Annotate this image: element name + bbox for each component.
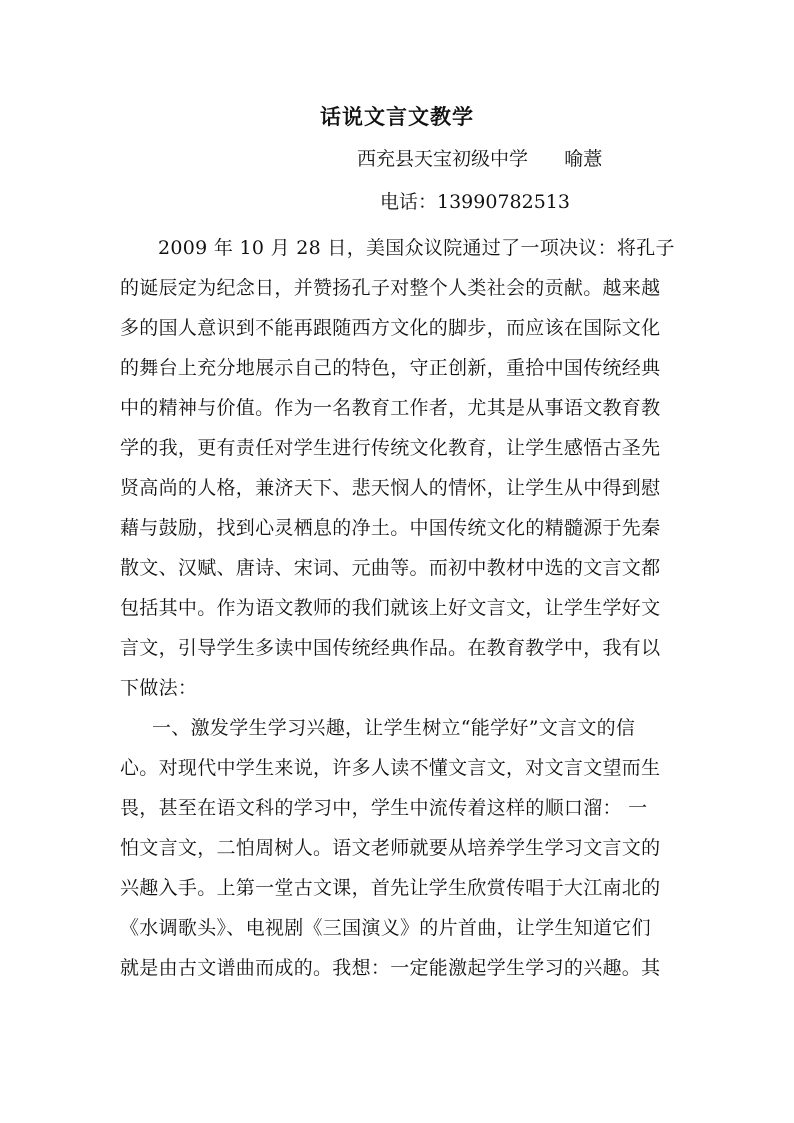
paragraph-line: 多的国人意识到不能再跟随西方文化的脚步，而应该在国际文化	[120, 317, 661, 339]
paragraph-line: 学的我，更有责任对学生进行传统文化教育，让学生感悟古圣先	[120, 437, 661, 459]
paragraph-line: 一、激发学生学习兴趣，让学生树立“能学好”文言文的信	[152, 717, 636, 739]
paragraph-line: 藉与鼓励，找到心灵栖息的净土。中国传统文化的精髓源于先秦	[120, 517, 661, 539]
paragraph-line: 心。对现代中学生来说，许多人读不懂文言文，对文言文望而生	[120, 757, 661, 779]
document-body	[120, 228, 680, 988]
paragraph-line: 兴趣入手。上第一堂古文课，首先让学生欣赏传唱于大江南北的	[120, 877, 661, 899]
paragraph-line: 包括其中。作为语文教师的我们就该上好文言文，让学生学好文	[120, 597, 661, 619]
paragraph-line: 贤高尚的人格，兼济天下、悲天悯人的情怀，让学生从中得到慰	[120, 477, 661, 499]
paragraph-line: 的诞辰定为纪念日，并赞扬孔子对整个人类社会的贡献。越来越	[120, 277, 661, 299]
paragraph-line: 怕文言文，二怕周树人。语文老师就要从培养学生学习文言文的	[120, 837, 661, 859]
paragraph-line: 中的精神与价值。作为一名教育工作者，尤其是从事语文教育教	[120, 397, 661, 419]
paragraph-line: 2009 年 10 月 28 日，美国众议院通过了一项决议：将孔子	[158, 237, 675, 259]
paragraph-line: 下做法：	[120, 677, 198, 699]
paragraph-line: 的舞台上充分地展示自己的特色，守正创新，重拾中国传统经典	[120, 357, 661, 379]
paragraph-line: 言文，引导学生多读中国传统经典作品。在教育教学中，我有以	[120, 637, 661, 659]
phone-line: 电话：13990782513	[380, 191, 570, 213]
document-title: 话说文言文教学	[320, 104, 474, 129]
author-line: 西充县天宝初级中学 喻薏	[357, 148, 603, 170]
paragraph-line: 畏，甚至在语文科的学习中，学生中流传着这样的顺口溜： 一	[120, 797, 648, 819]
paragraph-line: 就是由古文谱曲而成的。我想：一定能激起学生学习的兴趣。其	[120, 957, 661, 979]
paragraph-line: 《水调歌头》、电视剧《三国演义》的片首曲，让学生知道它们	[120, 917, 651, 939]
paragraph-line: 散文、汉赋、唐诗、宋词、元曲等。而初中教材中选的文言文都	[120, 557, 661, 579]
